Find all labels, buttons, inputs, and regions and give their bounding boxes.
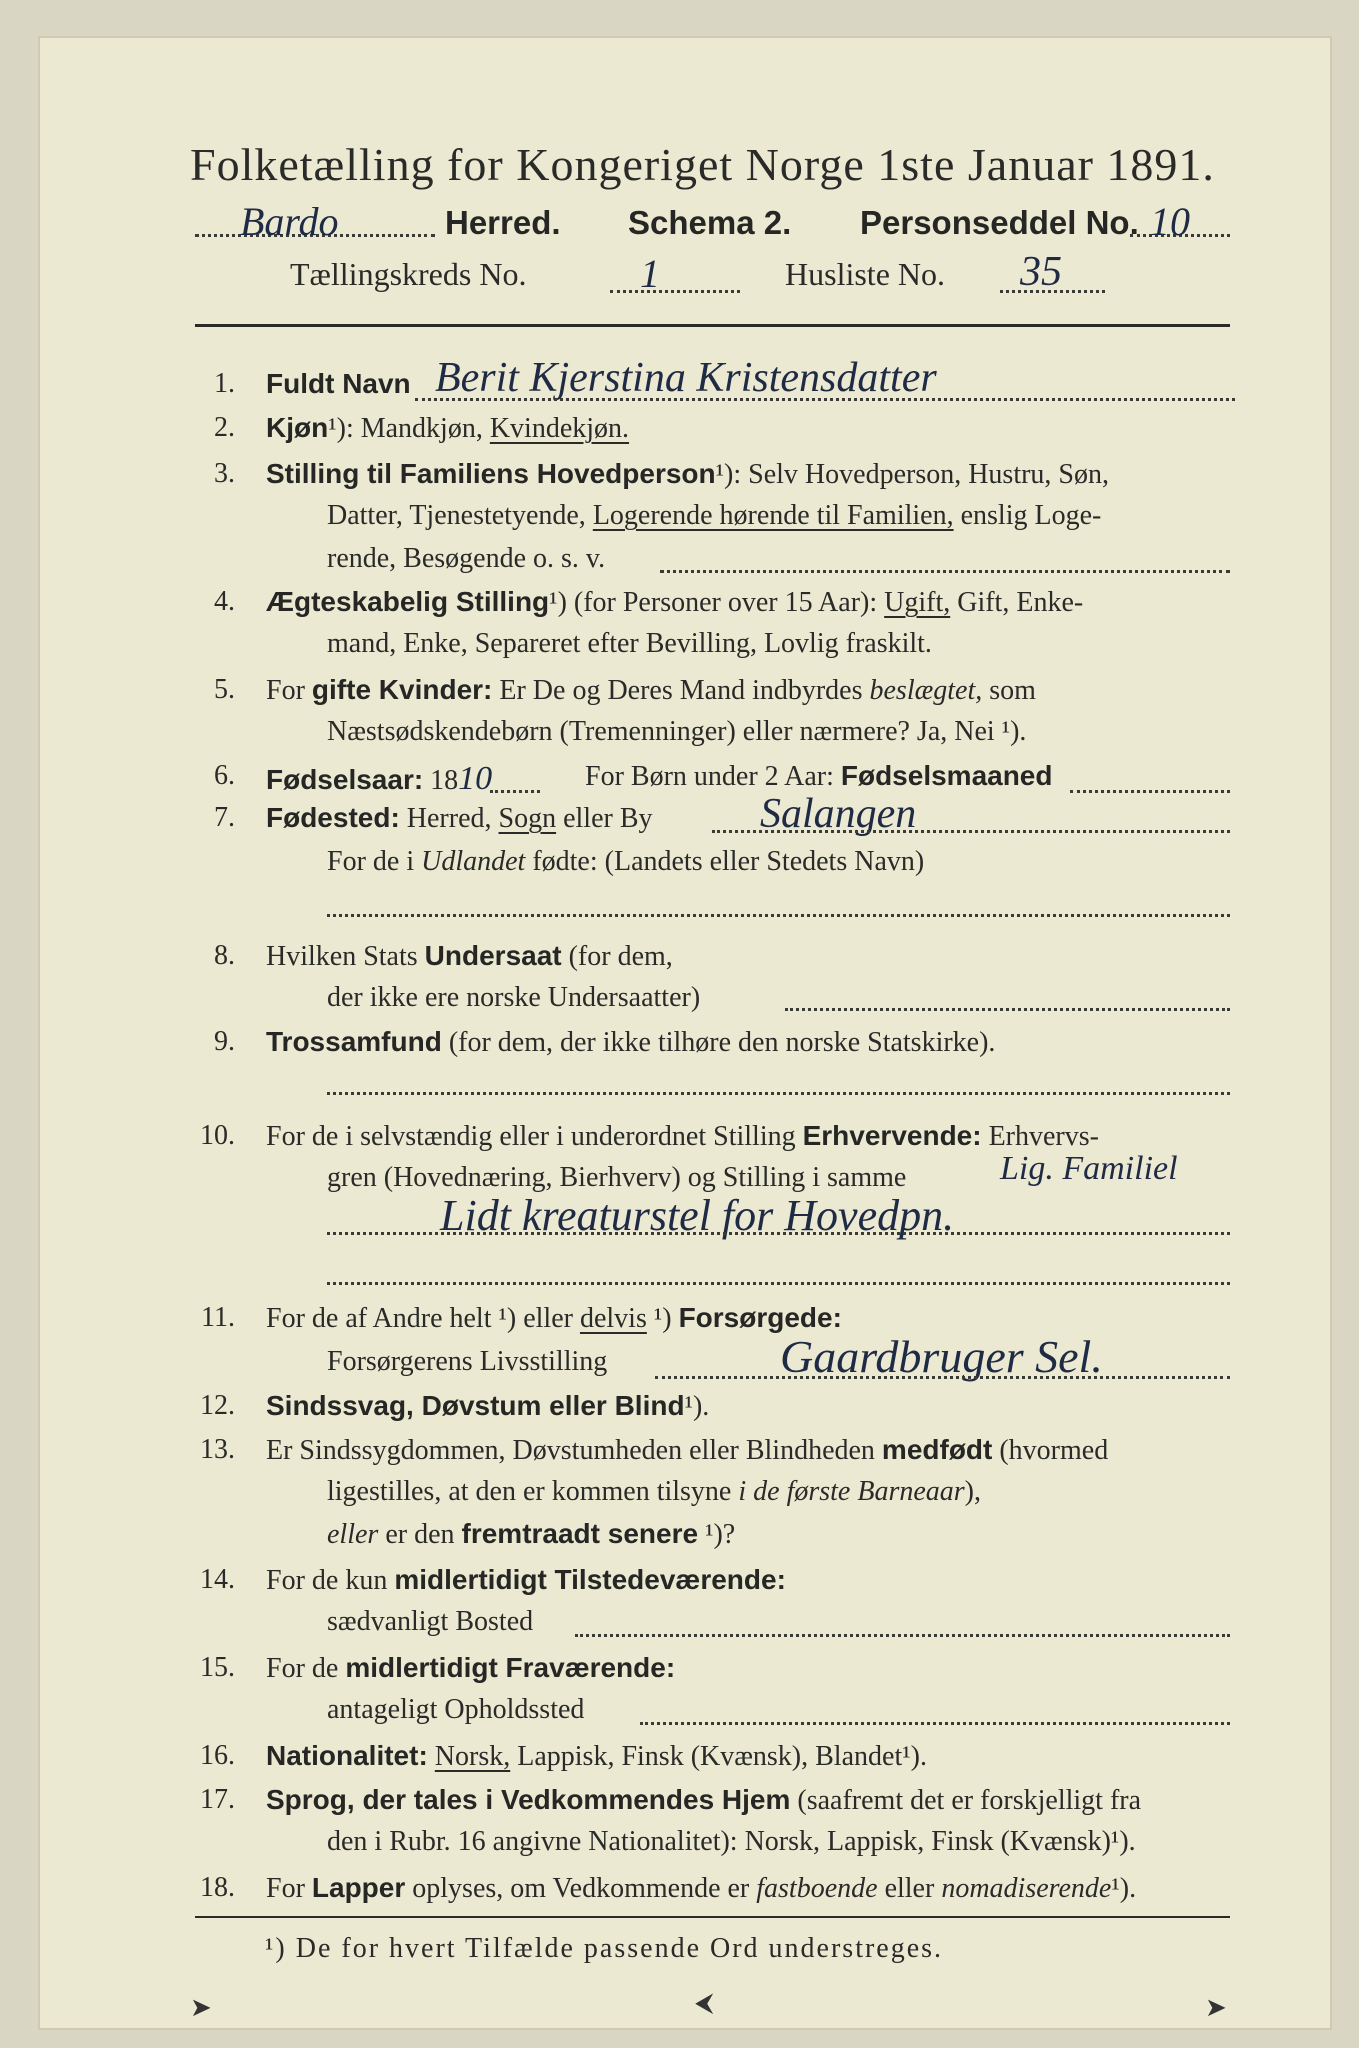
field-text: som xyxy=(982,675,1036,706)
field-number: 2. xyxy=(214,412,235,443)
field-number: 17. xyxy=(200,1784,235,1815)
field-11-line-2 xyxy=(40,1331,1330,1386)
margin-arrow-mark: ➤ xyxy=(190,1993,212,2023)
field-number: 9. xyxy=(214,1026,235,1057)
field-text: eller xyxy=(327,1519,379,1550)
field-text: For de xyxy=(266,1653,346,1684)
birth-year-dotted-line xyxy=(490,790,540,793)
personseddel-label: Personseddel No. xyxy=(860,204,1139,241)
full-name-value: Berit Kjerstina Kristensdatter xyxy=(435,355,937,401)
field-7-line-2 xyxy=(40,846,1330,886)
field-text: beslægtet, xyxy=(869,675,983,706)
field-label: Kjøn xyxy=(266,412,329,443)
field-text: (for dem, der ikke tilhøre den norske Statskirke). xyxy=(441,1027,996,1058)
field-16-row xyxy=(40,1740,1330,1780)
field-text: ¹). xyxy=(1111,1873,1137,1904)
field-number: 12. xyxy=(200,1390,235,1421)
field-number: 3. xyxy=(214,458,235,489)
birth-month-dotted-line xyxy=(1070,790,1230,793)
form-title: Folketælling for Kongeriget Norge 1ste Januar 1891. xyxy=(190,139,1215,190)
field-label: Undersaat xyxy=(424,940,562,971)
field-text: Erhvervs- xyxy=(981,1121,1099,1152)
field-text: ¹): Selv Hovedperson, Hustru, Søn, xyxy=(715,459,1110,490)
field-text: Forsørgerens Livsstilling xyxy=(327,1346,608,1377)
field-number: 4. xyxy=(214,586,235,617)
field-8-row xyxy=(40,940,1330,980)
field-text: Udlandet xyxy=(421,846,526,877)
field-text: fastboende xyxy=(756,1873,878,1904)
field-text: Næstsødskendebørn (Tremenninger) eller nærmere? Ja, Nei ¹). xyxy=(327,716,1027,747)
field-3-dotted-line xyxy=(660,570,1230,573)
field-text: den i Rubr. 16 angivne Nationalitet): Norsk, Lappisk, Finsk (Kvænsk)¹). xyxy=(327,1826,1136,1857)
field-text: (saafremt det er forskjelligt fra xyxy=(790,1785,1142,1816)
field-text: der ikke ere norske Undersaatter) xyxy=(327,982,701,1013)
field-text: For de i selvstændig eller i underordnet Stilling xyxy=(266,1121,803,1152)
field-label: Fuldt Navn xyxy=(266,368,411,399)
field-15-row xyxy=(40,1652,1330,1692)
field-11-row xyxy=(40,1302,1330,1342)
census-form-sheet xyxy=(40,38,1330,2028)
kreds-no-value: 1 xyxy=(640,251,660,296)
field-text: ¹): Mandkjøn, xyxy=(328,413,490,444)
field-number: 10. xyxy=(200,1120,235,1151)
field-text: eller By xyxy=(556,803,653,834)
field-text: oplyses, om Vedkommende er xyxy=(405,1873,757,1904)
field-18-row xyxy=(40,1872,1330,1912)
footnote-rule xyxy=(195,1916,1230,1918)
field-label: Lapper xyxy=(311,1872,406,1903)
field-text: For xyxy=(266,1873,312,1904)
field-7-dotted-line-2 xyxy=(327,914,1230,917)
field-text: fødte: (Landets eller Stedets Navn) xyxy=(525,846,925,877)
field-label: gifte Kvinder: xyxy=(311,674,493,705)
field-4-line-2 xyxy=(40,628,1330,668)
kreds-dotted-line xyxy=(610,290,740,293)
field-text: ), xyxy=(964,1476,981,1507)
header-rule xyxy=(195,324,1230,327)
field-label: midlertidigt Fraværende: xyxy=(345,1652,676,1683)
field-text: ¹)? xyxy=(698,1519,736,1550)
field-label: Trossamfund xyxy=(266,1026,442,1057)
field-text: gren (Hovednæring, Bierhverv) og Stilling i samme xyxy=(327,1162,907,1193)
field-number: 13. xyxy=(200,1434,235,1465)
field-9-row xyxy=(40,1026,1330,1066)
occupation-value-1: Lig. Familiel xyxy=(1000,1150,1178,1187)
field-17-row xyxy=(40,1784,1330,1824)
field-17-line-2 xyxy=(40,1826,1330,1866)
field-text: For de af Andre helt ¹) eller xyxy=(266,1303,580,1334)
field-15-line-2 xyxy=(40,1694,1330,1734)
field-label: fremtraadt senere xyxy=(461,1518,699,1549)
field-number: 11. xyxy=(201,1302,235,1333)
underlined-choice: delvis xyxy=(579,1303,647,1334)
husliste-label: Husliste No. xyxy=(785,256,945,292)
personseddel-no-value: 10 xyxy=(1150,199,1190,244)
field-9-dotted-line xyxy=(327,1092,1230,1095)
field-14-dotted-line xyxy=(575,1634,1230,1637)
field-number: 8. xyxy=(214,940,235,971)
kreds-label: Tællingskreds No. xyxy=(290,256,527,292)
field-text: er den xyxy=(378,1519,462,1550)
field-label: Fødested: xyxy=(266,802,400,833)
field-12-row xyxy=(40,1390,1330,1430)
field-15-dotted-line xyxy=(640,1722,1230,1725)
field-text: enslig Loge- xyxy=(953,500,1102,531)
field-text: (for dem, xyxy=(561,941,673,972)
field-text: Gift, Enke- xyxy=(950,587,1084,618)
field-label: Forsørgede: xyxy=(678,1302,842,1333)
field-text: Datter, Tjenestetyende, xyxy=(327,500,593,531)
field-5-line-2 xyxy=(40,716,1330,756)
field-text: For de i xyxy=(327,846,422,877)
field-2-row xyxy=(40,412,1330,452)
field-text: Er De og Deres Mand indbyrdes xyxy=(492,675,870,706)
field-text: eller xyxy=(877,1873,942,1904)
field-8-line-2 xyxy=(40,982,1330,1022)
margin-arrow-mark: ⮜ xyxy=(695,1988,714,2018)
herred-label: Herred. xyxy=(445,204,561,241)
provider-dotted-line xyxy=(655,1376,1230,1379)
birth-year-value: 10 xyxy=(458,760,493,797)
field-4-row xyxy=(40,586,1330,626)
underlined-choice: Kvindekjøn. xyxy=(489,413,630,444)
field-7-row xyxy=(40,791,1330,842)
provider-occupation-value: Gaardbruger Sel. xyxy=(780,1331,1103,1382)
underlined-choice: Logerende hørende til Familien, xyxy=(592,500,954,531)
field-10-dotted-line-2 xyxy=(327,1282,1230,1285)
field-text: rende, Besøgende o. s. v. xyxy=(327,543,606,574)
field-13-row xyxy=(40,1434,1330,1474)
field-text: sædvanligt Bosted xyxy=(327,1606,534,1637)
field-text: ligestilles, at den er kommen tilsyne xyxy=(327,1476,739,1507)
field-number: 15. xyxy=(200,1652,235,1683)
footnote: ¹) De for hvert Tilfælde passende Ord understreges. xyxy=(265,1933,944,1964)
margin-arrow-mark: ➤ xyxy=(1205,1993,1227,2023)
field-label: Nationalitet: xyxy=(266,1740,428,1771)
occupation-dotted-line xyxy=(327,1232,1230,1235)
field-text: Er Sindssygdommen, Døvstumheden eller Blindheden xyxy=(266,1435,882,1466)
field-label: Stilling til Familiens Hovedperson xyxy=(266,458,716,489)
field-8-dotted-line xyxy=(785,1008,1230,1011)
field-text xyxy=(428,1741,435,1772)
underlined-choice: Sogn xyxy=(498,803,557,834)
field-text: For de kun xyxy=(266,1565,395,1596)
field-6-row xyxy=(40,760,1330,800)
field-number: 6. xyxy=(214,760,235,791)
field-14-row xyxy=(40,1564,1330,1604)
field-number: 1. xyxy=(214,368,235,399)
field-text: nomadiserende xyxy=(941,1873,1112,1904)
underlined-choice: Norsk, xyxy=(434,1741,511,1772)
field-label: Ægteskabelig Stilling xyxy=(266,586,550,617)
birthplace-value: Salangen xyxy=(760,791,917,837)
field-number: 14. xyxy=(200,1564,235,1595)
field-14-line-2 xyxy=(40,1606,1330,1646)
field-text: Herred, xyxy=(399,803,499,834)
underlined-choice: Ugift, xyxy=(884,587,951,618)
birthplace-dotted-line xyxy=(712,830,1230,833)
field-text: (hvormed xyxy=(992,1435,1109,1466)
field-text: 18 xyxy=(423,765,459,796)
field-3-line-2 xyxy=(40,500,1330,540)
occupation-value-2: Lidt kreaturstel for Hovedpn. xyxy=(440,1191,955,1240)
field-text: antageligt Opholdssted xyxy=(327,1694,585,1725)
field-text: mand, Enke, Separeret efter Bevilling, Lovlig fraskilt. xyxy=(327,628,932,659)
field-number: 18. xyxy=(200,1872,235,1903)
field-text: ¹). xyxy=(684,1391,710,1422)
field-text: ¹) (for Personer over 15 Aar): xyxy=(549,587,885,618)
herred-name-value: Bardo xyxy=(240,199,339,244)
field-text: Hvilken Stats xyxy=(266,941,425,972)
field-label: Sindssvag, Døvstum eller Blind xyxy=(266,1390,685,1421)
field-5-row xyxy=(40,674,1330,714)
field-text: i de første Barneaar xyxy=(738,1476,965,1507)
field-text: For Børn under 2 Aar: xyxy=(585,761,841,792)
field-label: Fødselsaar: xyxy=(266,764,424,795)
full-name-dotted-line xyxy=(415,398,1235,401)
husliste-no-value: 35 xyxy=(1020,249,1062,295)
field-label: Erhvervende: xyxy=(802,1120,982,1151)
field-label: medfødt xyxy=(881,1434,993,1465)
field-number: 7. xyxy=(214,802,235,833)
field-13-line-2 xyxy=(40,1476,1330,1516)
field-1-row xyxy=(40,355,1330,408)
schema-label: Schema 2. xyxy=(628,204,792,241)
field-number: 16. xyxy=(200,1740,235,1771)
field-13-line-3 xyxy=(40,1518,1330,1558)
field-text: Lappisk, Finsk (Kvænsk), Blandet¹). xyxy=(510,1741,927,1772)
field-3-row xyxy=(40,458,1330,498)
field-label: Fødselsmaaned xyxy=(840,760,1053,791)
field-number: 5. xyxy=(214,674,235,705)
field-label: midlertidigt Tilstedeværende: xyxy=(394,1564,786,1595)
field-text: ¹) xyxy=(646,1303,679,1334)
field-3-line-3 xyxy=(40,543,1330,583)
field-label: Sprog, der tales i Vedkommendes Hjem xyxy=(266,1784,791,1815)
field-text: For xyxy=(266,675,312,706)
